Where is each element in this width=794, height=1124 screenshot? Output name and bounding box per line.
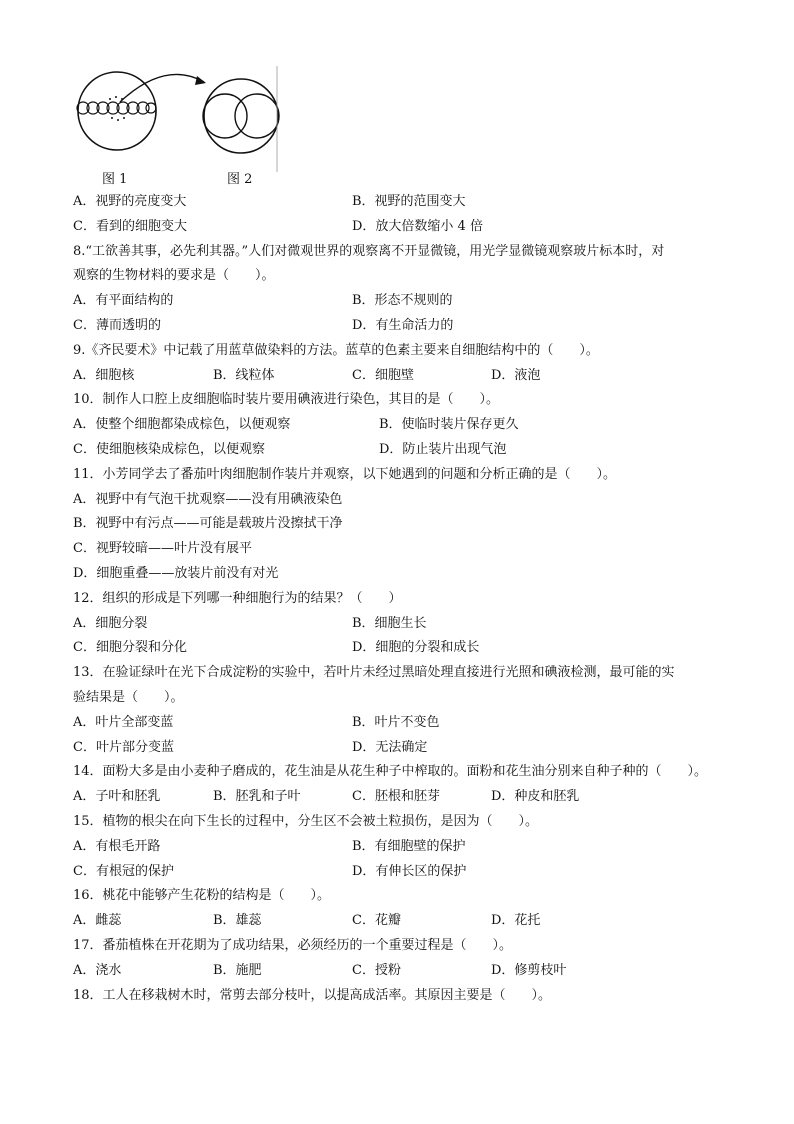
q13-option-b[interactable]: B．叶片不变色 xyxy=(352,714,440,730)
q13-option-a[interactable]: A．叶片全部变蓝 xyxy=(73,714,174,730)
q17-option-c[interactable]: C．授粉 xyxy=(352,962,401,978)
q12-option-a[interactable]: A．细胞分裂 xyxy=(73,615,148,631)
question-list xyxy=(73,190,733,1008)
microscope-view-figure xyxy=(70,64,285,174)
q13-stem-line2: 验结果是（ ）。 xyxy=(73,689,184,705)
figure2-cells xyxy=(203,94,279,138)
q13-options-row2 xyxy=(73,736,733,761)
q11-option-a[interactable]: A．视野中有气泡干扰观察——没有用碘液染色 xyxy=(73,491,343,507)
figure2-field-circle xyxy=(204,79,278,153)
q8-option-a[interactable]: A．有平面结构的 xyxy=(73,293,174,309)
q12-options-row1 xyxy=(73,612,733,637)
q12-options-row2 xyxy=(73,636,733,661)
q9-stem: 9.《齐民要术》中记载了用蓝草做染料的方法。蓝草的色素主要来自细胞结构中的（ ）。 xyxy=(73,342,599,358)
q9-options-row xyxy=(73,364,733,389)
q15-option-c[interactable]: C．有根冠的保护 xyxy=(73,863,174,879)
figure2-caption: 图 2 xyxy=(227,172,253,187)
q13-option-d[interactable]: D．无法确定 xyxy=(352,739,428,755)
figure-arrow xyxy=(120,74,204,102)
q7-option-c[interactable]: C．看到的细胞变大 xyxy=(73,218,187,234)
q17-option-b[interactable]: B．施肥 xyxy=(213,962,262,978)
q11-option-c[interactable]: C．视野较暗——叶片没有展平 xyxy=(73,541,252,557)
q15-option-a[interactable]: A．有根毛开路 xyxy=(73,838,161,854)
q12-stem: 12．组织的形成是下列哪一种细胞行为的结果？（ ） xyxy=(73,590,402,606)
q14-option-c[interactable]: C．胚根和胚芽 xyxy=(352,789,440,805)
q10-option-c[interactable]: C．使细胞核染成棕色，以便观察 xyxy=(73,441,265,457)
q14-stem: 14．面粉大多是由小麦种子磨成的，花生油是从花生种子中榨取的。面粉和花生油分别来自种子种的（ ）。 xyxy=(73,764,708,780)
q10-option-d[interactable]: D．防止装片出现气泡 xyxy=(379,441,507,457)
q16-option-a[interactable]: A．雌蕊 xyxy=(73,913,122,929)
q16-stem: 16．桃花中能够产生花粉的结构是（ ）。 xyxy=(73,888,331,904)
q8-options-row1 xyxy=(73,289,733,314)
figure1-caption: 图 1 xyxy=(102,172,128,187)
q10-options-row2 xyxy=(73,438,733,463)
q17-options-row xyxy=(73,959,733,984)
q9-option-b[interactable]: B．线粒体 xyxy=(213,367,275,383)
figure1-cell-chain xyxy=(77,102,156,114)
q10-options-row1 xyxy=(73,413,733,438)
q7-option-d[interactable]: D．放大倍数缩小 4 倍 xyxy=(352,218,483,234)
q16-option-b[interactable]: B．雄蕊 xyxy=(213,913,262,929)
q17-stem: 17．番茄植株在开花期为了成功结果，必须经历的一个重要过程是（ ）。 xyxy=(73,937,513,953)
q16-option-c[interactable]: C．花瓣 xyxy=(352,913,401,929)
q14-options-row xyxy=(73,785,733,810)
q18-stem: 18．工人在移栽树木时，常剪去部分枝叶，以提高成活率。其原因主要是（ ）。 xyxy=(73,987,552,1003)
q7-options-row1 xyxy=(73,190,733,215)
q13-stem-line1: 13．在验证绿叶在光下合成淀粉的实验中，若叶片未经过黑暗处理直接进行光照和碘液检测，最可能的实 xyxy=(73,665,675,681)
q7-options-row2 xyxy=(73,215,733,240)
q10-option-a[interactable]: A．使整个细胞都染成棕色，以便观察 xyxy=(73,417,291,433)
q11-option-b[interactable]: B．视野中有污点——可能是载玻片没擦拭干净 xyxy=(73,516,343,532)
q11-stem: 11．小芳同学去了番茄叶肉细胞制作装片并观察，以下她遇到的问题和分析正确的是（ ）。 xyxy=(73,466,617,482)
q17-option-a[interactable]: A．浇水 xyxy=(73,962,122,978)
q8-stem-line1: 8.“工欲善其事，必先利其器。”人们对微观世界的观察离不开显微镜，用光学显微镜观察玻片标本时，对 xyxy=(73,243,665,259)
q13-option-c[interactable]: C．叶片部分变蓝 xyxy=(73,739,174,755)
q8-option-d[interactable]: D．有生命活力的 xyxy=(352,317,454,333)
q7-option-b[interactable]: B．视野的范围变大 xyxy=(352,194,466,209)
q17-option-d[interactable]: D．修剪枝叶 xyxy=(491,962,567,978)
arrow-head xyxy=(195,76,206,85)
q9-option-d[interactable]: D．液泡 xyxy=(491,367,541,383)
q14-option-b[interactable]: B．胚乳和子叶 xyxy=(213,789,301,805)
q15-options-row1 xyxy=(73,835,733,860)
q12-option-b[interactable]: B．细胞生长 xyxy=(352,615,427,631)
q16-options-row xyxy=(73,909,733,934)
q8-options-row2 xyxy=(73,314,733,339)
q7-option-a[interactable]: A．视野的亮度变大 xyxy=(73,194,187,209)
q10-stem: 10．制作人口腔上皮细胞临时装片要用碘液进行染色，其目的是（ ）。 xyxy=(73,392,500,408)
q8-option-b[interactable]: B．形态不规则的 xyxy=(352,293,453,309)
q12-option-d[interactable]: D．细胞的分裂和成长 xyxy=(352,640,480,656)
q8-stem-line2: 观察的生物材料的要求是（ ）。 xyxy=(73,268,275,284)
q9-option-a[interactable]: A．细胞核 xyxy=(73,367,135,383)
q10-option-b[interactable]: B．使临时装片保存更久 xyxy=(379,417,519,433)
q16-option-d[interactable]: D．花托 xyxy=(491,913,541,929)
q15-options-row2 xyxy=(73,860,733,885)
q12-option-c[interactable]: C．细胞分裂和分化 xyxy=(73,640,187,656)
q15-option-d[interactable]: D．有伸长区的保护 xyxy=(352,863,467,879)
q8-option-c[interactable]: C．薄而透明的 xyxy=(73,317,161,333)
q11-option-d[interactable]: D．细胞重叠——放装片前没有对光 xyxy=(73,565,279,581)
q14-option-d[interactable]: D．种皮和胚乳 xyxy=(491,789,580,805)
q13-options-row1 xyxy=(73,711,733,736)
q9-option-c[interactable]: C．细胞壁 xyxy=(352,367,414,383)
q14-option-a[interactable]: A．子叶和胚乳 xyxy=(73,789,161,805)
q15-stem: 15．植物的根尖在向下生长的过程中，分生区不会被土粒损伤，是因为（ ）。 xyxy=(73,813,539,829)
q15-option-b[interactable]: B．有细胞壁的保护 xyxy=(352,838,466,854)
